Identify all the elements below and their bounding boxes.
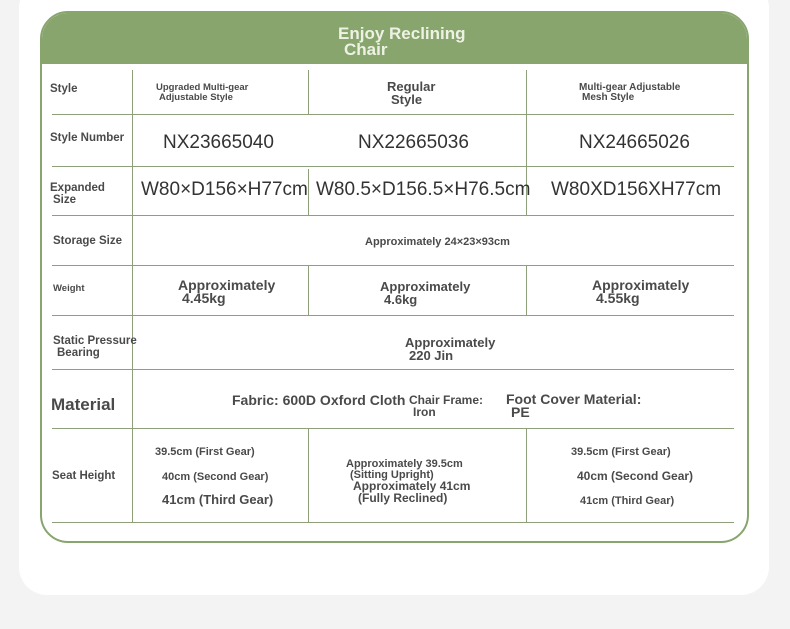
row-label-material: Material — [51, 395, 116, 414]
column-divider — [308, 169, 309, 215]
style-cell-1-line-1: Upgraded Multi-gear — [156, 82, 249, 93]
seat-height-cell-3-line-3: 41cm (Third Gear) — [580, 495, 675, 507]
weight-cell-2-line-2: 4.6kg — [384, 292, 418, 307]
style-number-cell-2: NX22665036 — [358, 132, 469, 153]
seat-height-cell-3-line-2: 40cm (Second Gear) — [577, 469, 694, 483]
style-cell-3-line-2: Mesh Style — [582, 92, 635, 103]
row-label-static-pressure — [53, 335, 137, 359]
style-cell-1-line-2: Adjustable Style — [159, 92, 233, 103]
title-line-1: Enjoy Reclining — [338, 24, 466, 43]
row-divider — [52, 522, 734, 523]
title-line-2: Chair — [344, 40, 388, 59]
row-label-style: Style — [50, 83, 78, 95]
style-cell-2 — [387, 80, 435, 106]
material-foot-cover — [506, 393, 641, 419]
column-divider — [308, 70, 309, 114]
seat-height-cell-1-line-3: 41cm (Third Gear) — [162, 492, 274, 507]
expanded-size-cell-1: W80×D156×H77cm — [141, 179, 308, 200]
column-divider — [526, 429, 527, 523]
row-divider — [52, 428, 734, 429]
seat-height-cell-1-line-1: 39.5cm (First Gear) — [155, 446, 255, 458]
spec-table — [40, 11, 749, 543]
seat-height-cell-3-line-1: 39.5cm (First Gear) — [571, 446, 671, 458]
static-pressure-label-line-1: Static Pressure — [53, 335, 137, 347]
seat-height-cell-1-line-2: 40cm (Second Gear) — [162, 471, 269, 483]
static-pressure-value-line-2: 220 Jin — [409, 348, 454, 363]
weight-cell-1 — [178, 279, 275, 305]
column-divider — [308, 429, 309, 523]
weight-cell-3-line-2: 4.55kg — [596, 290, 640, 306]
row-divider — [52, 215, 734, 216]
material-frame-line-1: Chair Frame: — [409, 393, 484, 407]
expanded-size-cell-3: W80XD156XH77cm — [551, 179, 722, 200]
column-divider — [526, 266, 527, 315]
row-divider — [52, 315, 734, 316]
material-frame — [409, 394, 483, 418]
row-label-weight: Weight — [53, 283, 85, 294]
style-number-cell-1: NX23665040 — [163, 132, 274, 153]
material-fabric: Fabric: 600D Oxford Cloth — [232, 392, 406, 408]
style-cell-3 — [579, 83, 680, 103]
row-divider — [52, 265, 734, 266]
storage-size-value: Approximately 24×23×93cm — [365, 236, 510, 248]
material-foot-cover-line-1: Foot Cover Material: — [506, 391, 642, 407]
style-cell-2-line-2: Style — [391, 92, 423, 107]
table-header — [42, 13, 747, 64]
expanded-size-label-line-1: Expanded — [50, 182, 105, 194]
seat-height-cell-2-line-4: (Fully Reclined) — [358, 491, 448, 505]
static-pressure-value-line-1: Approximately — [405, 335, 496, 350]
style-cell-3-line-1: Multi-gear Adjustable — [579, 82, 681, 93]
seat-height-cell-2-line-2: (Sitting Upright) — [350, 469, 434, 481]
row-divider — [52, 166, 734, 167]
style-cell-2-line-1: Regular — [387, 79, 436, 94]
material-foot-cover-line-2: PE — [511, 404, 530, 420]
row-divider — [52, 369, 734, 370]
row-label-storage-size: Storage Size — [53, 235, 123, 247]
table-title — [338, 26, 488, 58]
weight-cell-2-line-1: Approximately — [380, 279, 471, 294]
static-pressure-label-line-2: Bearing — [57, 347, 100, 359]
style-number-cell-3: NX24665026 — [579, 132, 690, 153]
row-divider — [52, 114, 734, 115]
row-label-style-number: Style Number — [50, 132, 125, 144]
column-divider — [132, 70, 133, 523]
row-label-seat-height: Seat Height — [52, 470, 116, 482]
weight-cell-1-line-2: 4.45kg — [182, 290, 226, 306]
material-frame-line-2: Iron — [413, 405, 436, 419]
weight-cell-2 — [380, 280, 470, 306]
style-cell-1 — [156, 83, 248, 103]
seat-height-cell-2-line-1: Approximately 39.5cm — [346, 458, 463, 470]
weight-cell-3-line-1: Approximately — [592, 277, 690, 293]
weight-cell-1-line-1: Approximately — [178, 277, 276, 293]
weight-cell-3 — [592, 279, 689, 305]
column-divider — [308, 266, 309, 315]
seat-height-cell-2-line-3: Approximately 41cm — [353, 479, 471, 493]
expanded-size-cell-2: W80.5×D156.5×H76.5cm — [316, 179, 531, 200]
expanded-size-label-line-2: Size — [53, 194, 77, 206]
row-label-expanded-size — [50, 182, 105, 206]
static-pressure-value — [405, 336, 495, 362]
